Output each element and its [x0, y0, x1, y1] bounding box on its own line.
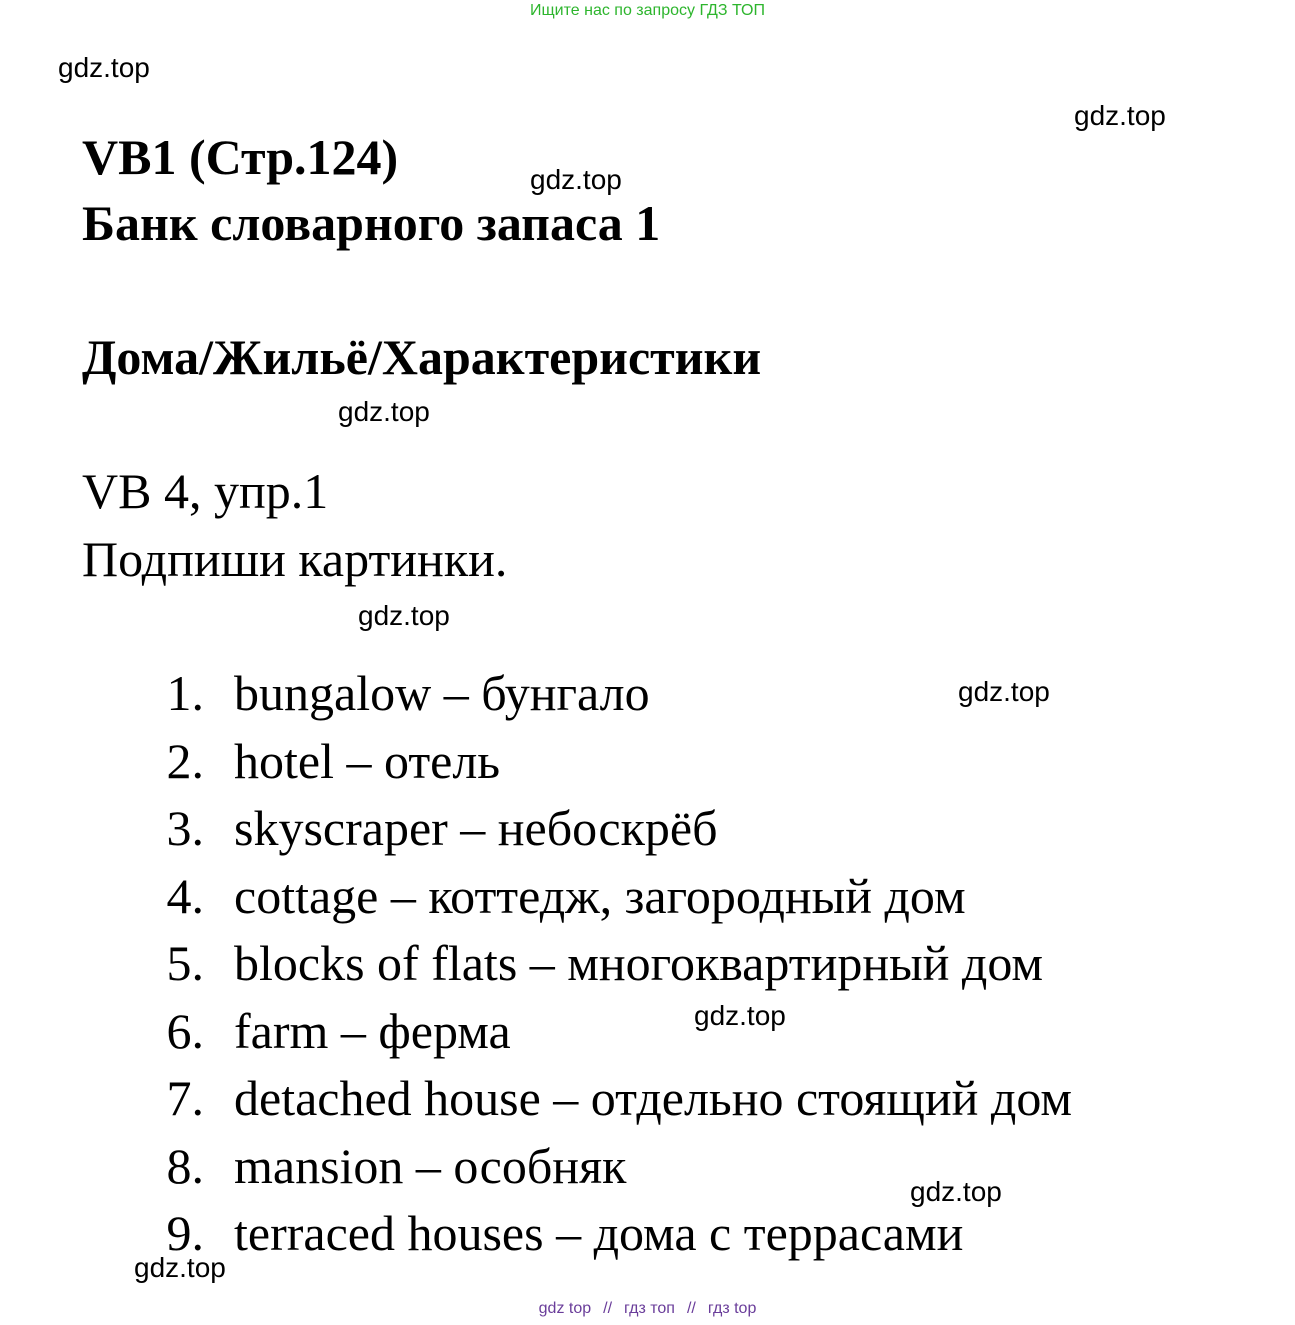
vocabulary-list	[126, 665, 1073, 1276]
list-item	[126, 1205, 1072, 1276]
list-item	[126, 732, 1072, 804]
list-item	[126, 800, 1072, 871]
item-text: mansion – особняк	[234, 1137, 627, 1194]
list-item	[126, 1002, 1072, 1074]
list-item	[126, 867, 1072, 939]
watermark: gdz.top	[358, 600, 450, 631]
footer-links	[0, 1300, 1295, 1318]
footer-separator: //	[603, 1300, 613, 1317]
footer-link-gdz-top-ru[interactable]: гдз топ	[624, 1300, 675, 1317]
footer-link-gdz-top-mixed[interactable]: гдз top	[707, 1300, 757, 1317]
item-number: 3.	[166, 800, 204, 856]
item-text: hotel – отель	[234, 732, 501, 789]
watermark: gdz.top	[58, 52, 150, 83]
list-item	[126, 1070, 1073, 1141]
list-item	[126, 935, 1072, 1006]
list-item	[126, 1137, 1072, 1209]
item-number: 5.	[166, 935, 204, 991]
heading-vb1: VB1 (Стр.124)	[82, 129, 399, 185]
exercise-title: VB 4, упр.1	[82, 463, 329, 519]
list-item	[126, 665, 1072, 736]
exercise-instruction: Подпиши картинки.	[82, 531, 508, 587]
item-text: bungalow – бунгало	[234, 665, 650, 721]
item-number: 1.	[166, 665, 204, 721]
item-text: skyscraper – небоскрёб	[234, 800, 718, 856]
watermark: gdz.top	[1074, 100, 1166, 131]
item-text: detached house – отдельно стоящий дом	[234, 1070, 1073, 1126]
footer-link-gdz-top[interactable]: gdz top	[538, 1300, 592, 1317]
watermark: gdz.top	[338, 396, 430, 427]
watermark: gdz.top	[134, 1252, 226, 1283]
item-text: farm – ферма	[234, 1002, 511, 1059]
item-number: 9.	[166, 1205, 204, 1261]
watermark: gdz.top	[910, 1176, 1002, 1207]
item-text: cottage – коттедж, загородный дом	[234, 867, 966, 924]
watermark: gdz.top	[958, 676, 1050, 707]
item-number: 4.	[166, 867, 204, 924]
item-number: 7.	[166, 1070, 204, 1126]
top-banner: Ищите нас по запросу ГДЗ ТОП	[530, 2, 765, 19]
heading-topic: Дома/Жильё/Характеристики	[82, 329, 762, 385]
watermark: gdz.top	[694, 1000, 786, 1031]
watermark: gdz.top	[530, 164, 622, 195]
footer-separator: //	[686, 1300, 696, 1317]
item-number: 8.	[166, 1137, 204, 1194]
item-number: 6.	[166, 1002, 204, 1059]
item-text: terraced houses – дома с террасами	[234, 1205, 964, 1261]
heading-vocabulary-bank: Банк словарного запаса 1	[82, 195, 661, 251]
item-text: blocks of flats – многоквартирный дом	[234, 935, 1044, 991]
item-number: 2.	[166, 732, 204, 789]
